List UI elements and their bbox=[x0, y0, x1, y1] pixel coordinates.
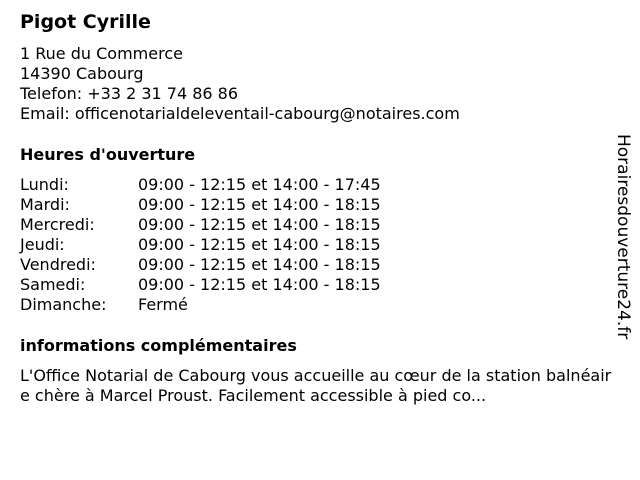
hours-day: Mardi: bbox=[20, 195, 70, 214]
hours-row-wednesday bbox=[20, 215, 612, 235]
site-watermark: Horairesdouverture24.fr bbox=[613, 134, 633, 340]
hours-heading: Heures d'ouverture bbox=[20, 145, 196, 164]
hours-row-saturday bbox=[20, 275, 612, 295]
business-name: Pigot Cyrille bbox=[20, 11, 151, 33]
phone-number: Telefon: +33 2 31 74 86 86 bbox=[20, 84, 239, 103]
hours-row-sunday bbox=[20, 295, 612, 315]
hours-day: Vendredi: bbox=[20, 255, 96, 274]
hours-time: 09:00 - 12:15 et 14:00 - 18:15 bbox=[138, 235, 381, 254]
hours-row-tuesday bbox=[20, 195, 612, 215]
hours-row-thursday bbox=[20, 235, 612, 255]
business-card bbox=[20, 10, 612, 406]
address-city: 14390 Cabourg bbox=[20, 64, 144, 83]
hours-day: Lundi: bbox=[20, 175, 69, 194]
hours-day: Dimanche: bbox=[20, 295, 107, 314]
hours-time: 09:00 - 12:15 et 14:00 - 18:15 bbox=[138, 255, 381, 274]
hours-time: Fermé bbox=[138, 295, 188, 314]
hours-list bbox=[20, 175, 612, 315]
info-description: L'Office Notarial de Cabourg vous accueille au cœur de la station balnéaire chère à Marcel Proust. Facilement accessible à pied co... bbox=[20, 366, 612, 405]
hours-time: 09:00 - 12:15 et 14:00 - 18:15 bbox=[138, 275, 381, 294]
info-heading: informations complémentaires bbox=[20, 336, 297, 355]
hours-row-monday bbox=[20, 175, 612, 195]
contact-block bbox=[20, 44, 612, 124]
email-address: Email: officenotarialdeleventail-cabourg@notaires.com bbox=[20, 104, 460, 123]
hours-day: Jeudi: bbox=[20, 235, 65, 254]
hours-row-friday bbox=[20, 255, 612, 275]
address-street: 1 Rue du Commerce bbox=[20, 44, 183, 63]
hours-time: 09:00 - 12:15 et 14:00 - 17:45 bbox=[138, 175, 381, 194]
hours-time: 09:00 - 12:15 et 14:00 - 18:15 bbox=[138, 215, 381, 234]
hours-day: Mercredi: bbox=[20, 215, 95, 234]
hours-day: Samedi: bbox=[20, 275, 86, 294]
hours-time: 09:00 - 12:15 et 14:00 - 18:15 bbox=[138, 195, 381, 214]
